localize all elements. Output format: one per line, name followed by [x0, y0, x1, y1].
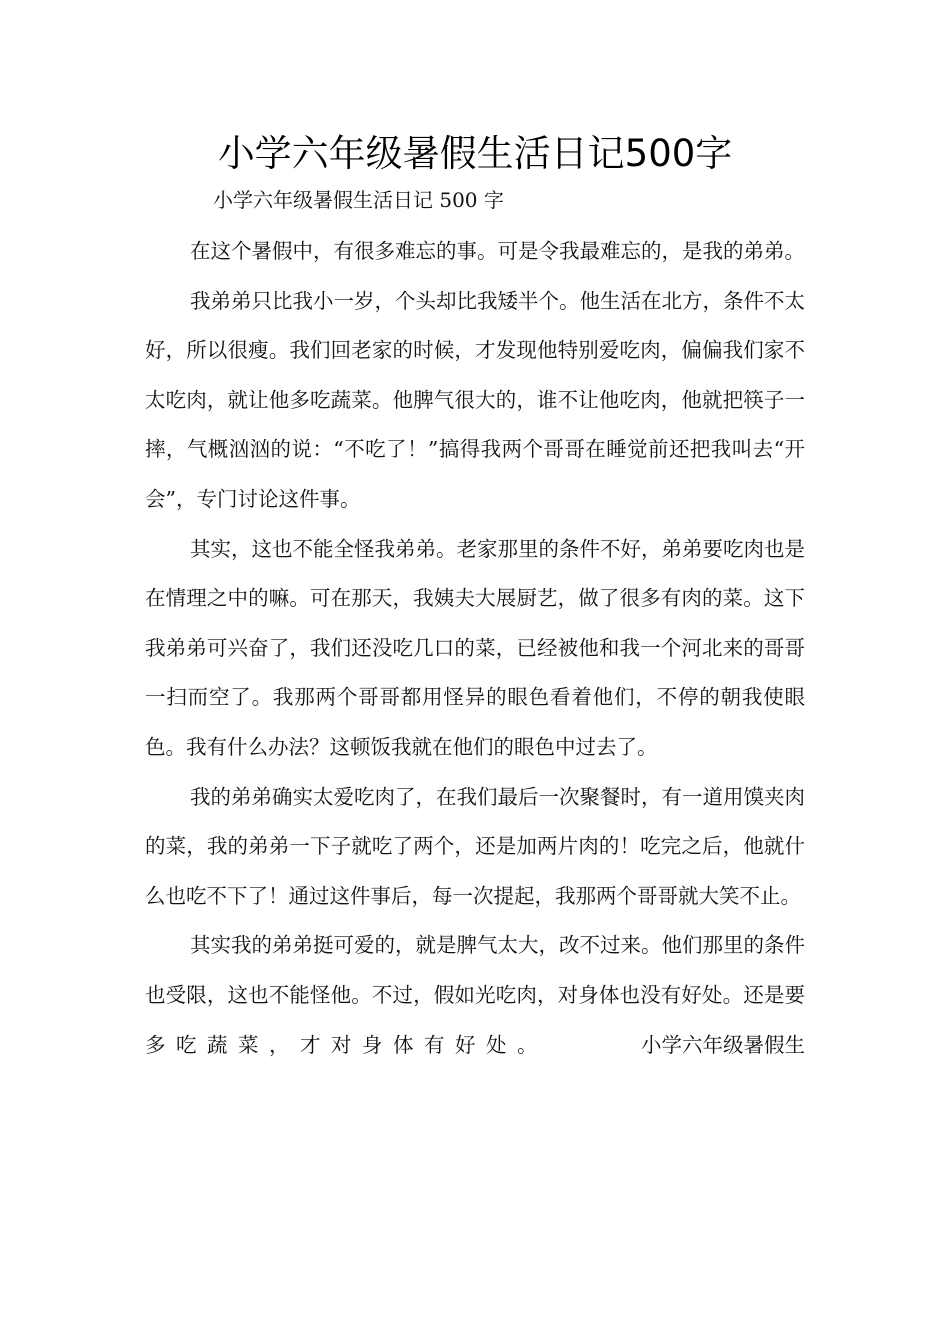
trailing-text: 小学六年级暑假生 [641, 1032, 805, 1057]
document-body [145, 227, 805, 1070]
paragraph-3: 其实，这也不能全怪我弟弟。老家那里的条件不好，弟弟要吃肉也是在情理之中的嘛。可在那天，我姨夫大展厨艺，做了很多有肉的菜。这下我弟弟可兴奋了，我们还没吃几口的菜，已经被他和我一个河北来的哥哥一扫而空了。我那两个哥哥都用怪异的眼色看着他们，不停的朝我使眼色。我有什么办法？这顿饭我就在他们的眼色中过去了。 [145, 536, 805, 759]
paragraph-5 [145, 921, 805, 1070]
document-subtitle: 小学六年级暑假生活日记 500 字 [213, 188, 504, 212]
paragraph-1: 在这个暑假中，有很多难忘的事。可是令我最难忘的，是我的弟弟。 [190, 239, 805, 263]
document-title: 小学六年级暑假生活日记500字 [217, 132, 733, 175]
paragraph-2: 我弟弟只比我小一岁，个头却比我矮半个。他生活在北方，条件不太好，所以很瘦。我们回老家的时候，才发现他特别爱吃肉，偏偏我们家不太吃肉，就让他多吃蔬菜。他脾气很大的，谁不让他吃肉，他就把筷子一摔，气概汹汹的说：“不吃了！”搞得我两个哥哥在睡觉前还把我叫去“开会”，专门讨论这件事。 [145, 288, 805, 511]
paragraph-4: 我的弟弟确实太爱吃肉了，在我们最后一次聚餐时，有一道用馍夹肉的菜，我的弟弟一下子就吃了两个，还是加两片肉的！吃完之后，他就什么也吃不下了！通过这件事后，每一次提起，我那两个哥哥就大笑不止。 [145, 784, 805, 908]
paragraph-5-text: 其实我的弟弟挺可爱的，就是脾气太大，改不过来。他们那里的条件也受限，这也不能怪他。不过，假如光吃肉，对身体也没有好处。还是要多吃蔬菜，才对身体有好处。 [145, 933, 805, 1057]
